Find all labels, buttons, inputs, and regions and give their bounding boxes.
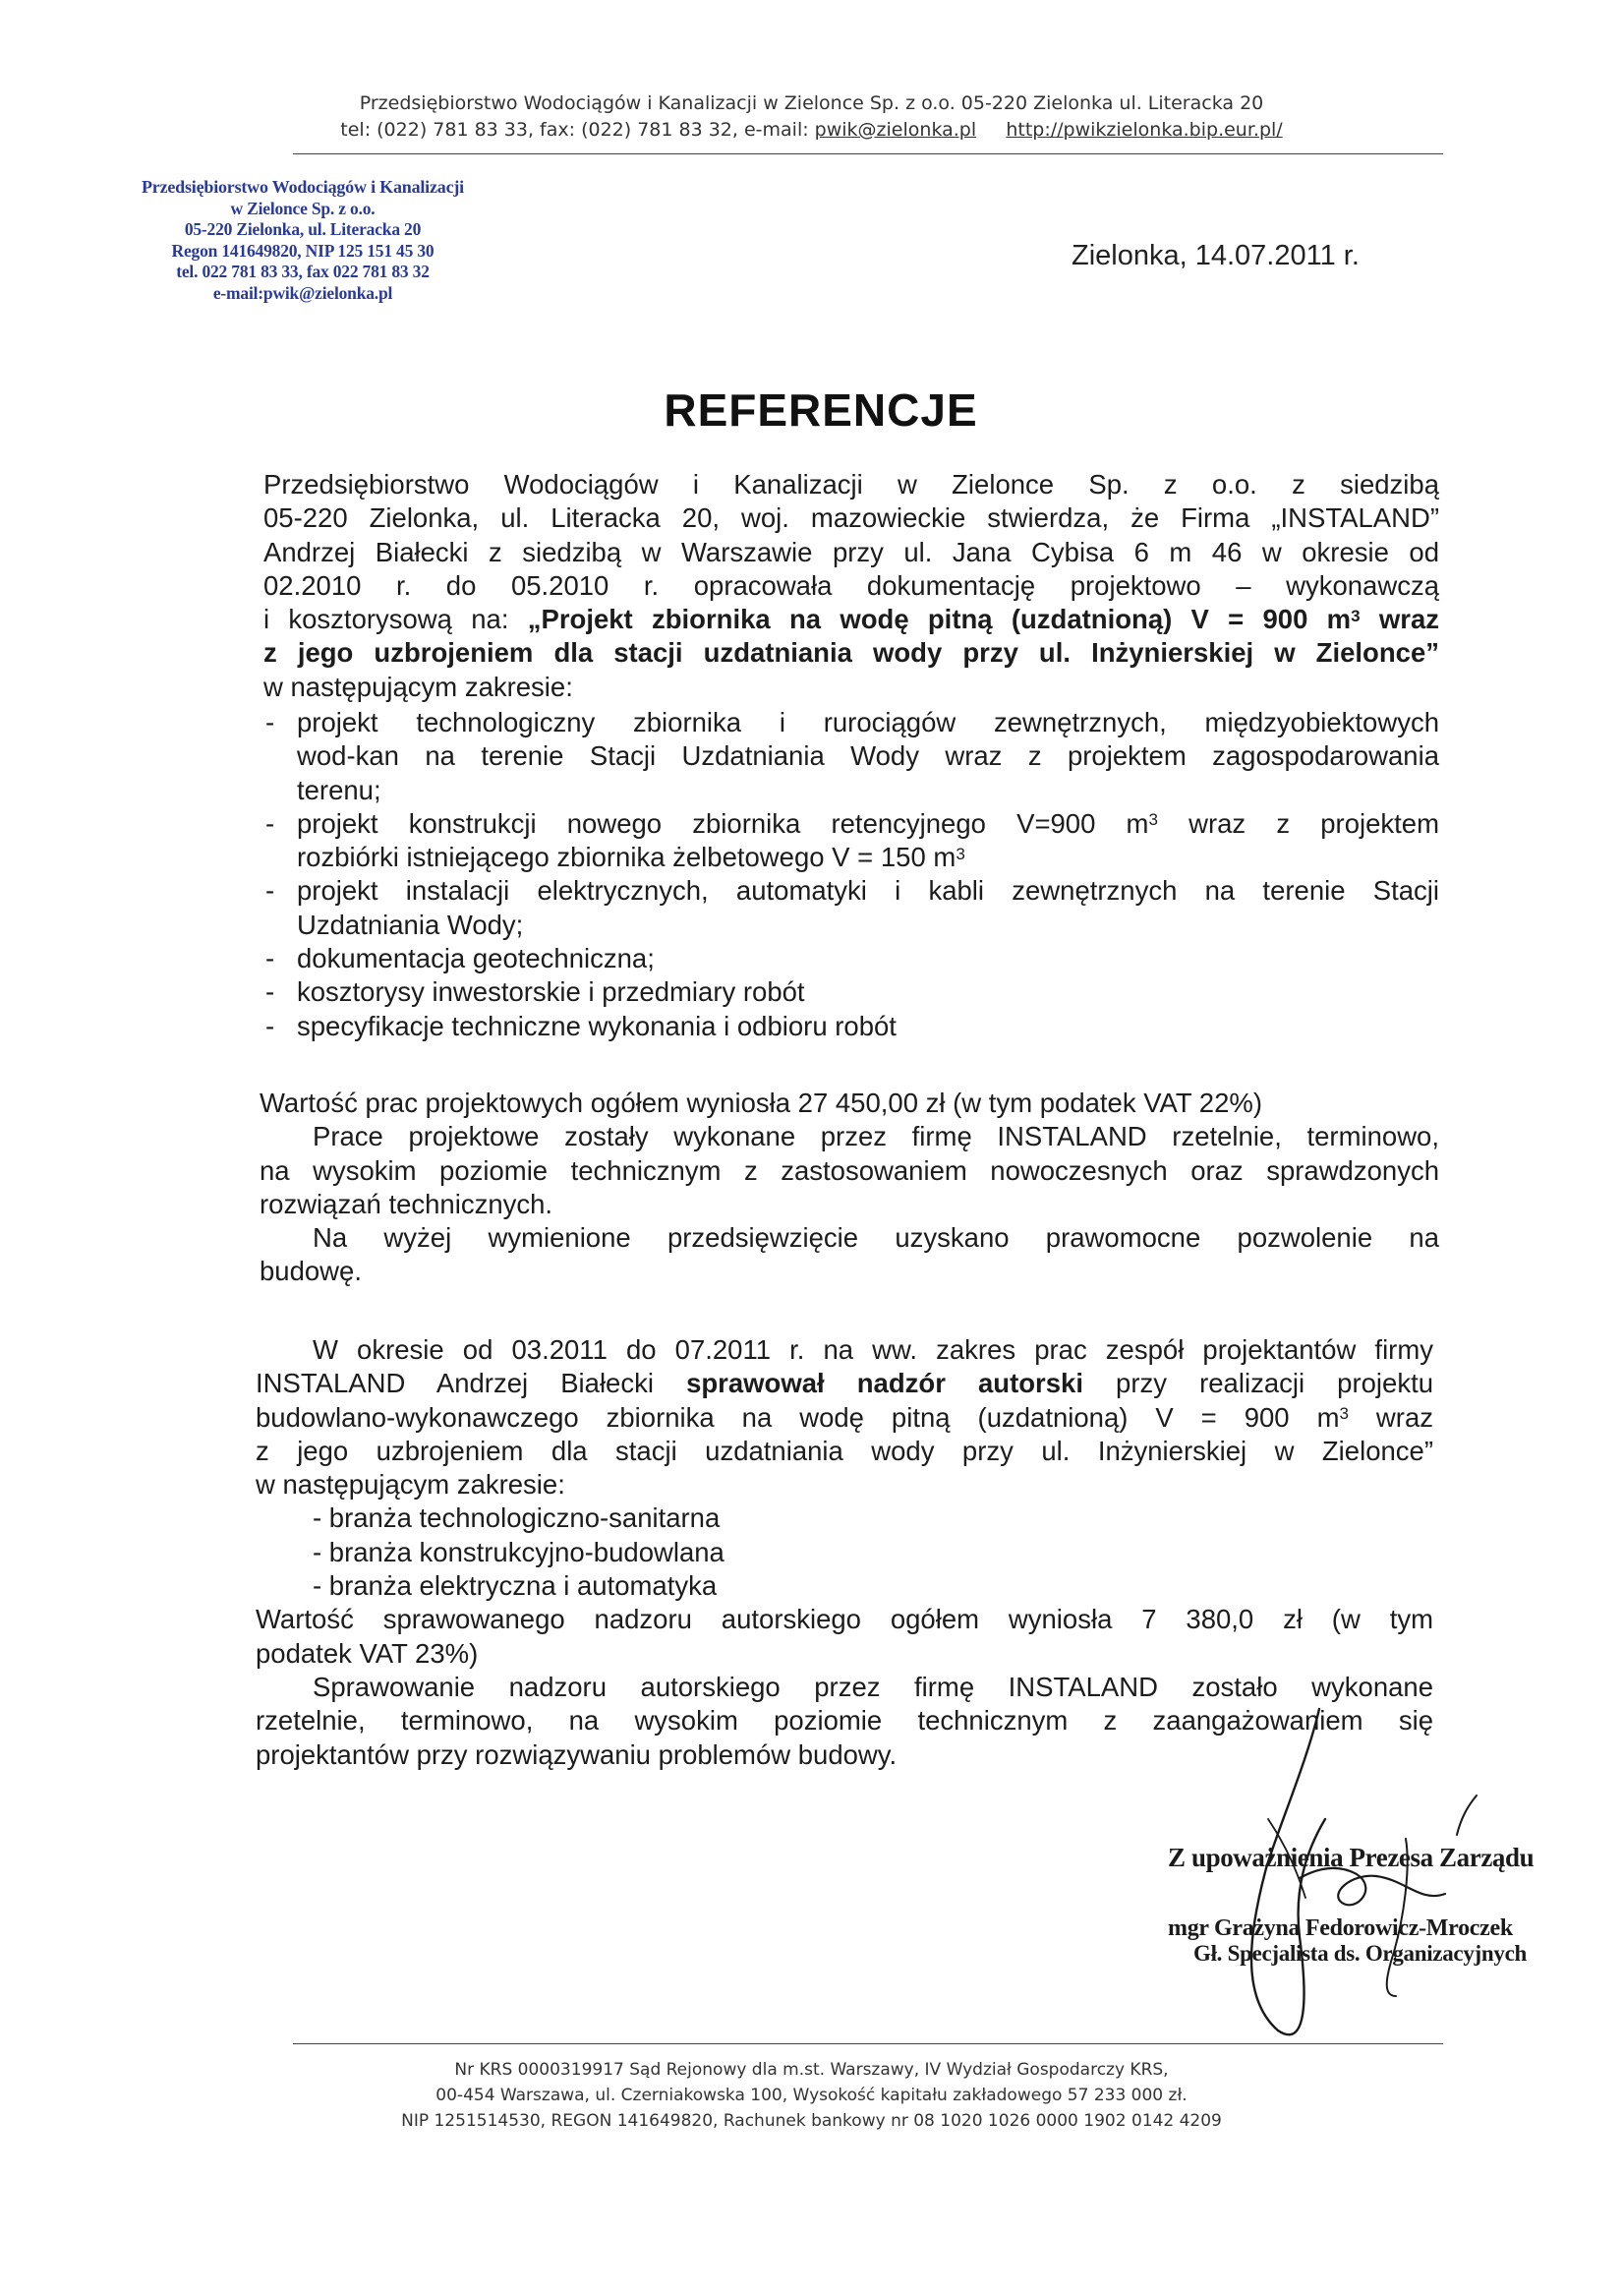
superscript: 3 [1351,606,1361,625]
footer-divider [293,2043,1443,2044]
intro-text: i kosztorysową na: [263,604,528,635]
signature-authorization: Z upoważnienia Prezesa Zarządu [1168,1843,1535,1872]
scope-item-line: - specyfikacje techniczne wykonania i odbioru robót [297,1010,897,1041]
supervision-line: Wartość sprawowanego nadzoru autorskiego ogółem wyniosła 7 380,0 zł (w tym [256,1604,1433,1635]
supervision-line: Sprawowanie nadzoru autorskiego przez firmę INSTALAND zostało wykonane [313,1671,1433,1702]
city-date: Zielonka, 14.07.2011 r. [1072,240,1360,271]
stamp-line: e-mail:pwik@zielonka.pl [212,282,393,303]
scope-item [260,706,1439,807]
letterhead-contact-line [0,117,1623,144]
stamp-line: tel. 022 781 83 33, fax 022 781 83 32 [176,262,430,281]
scope-item-line: - projekt technologiczny zbiornika i rurociągów zewnętrznych, międzyobiektowych [297,707,1439,737]
stamp-line: Przedsiębiorstwo Wodociągów i Kanalizacji [142,177,464,197]
value-line: rozwiązań technicznych. [260,1188,553,1219]
letterhead-company-line: Przedsiębiorstwo Wodociągów i Kanalizacji w Zielonce Sp. z o.o. 05-220 Zielonka ul. Literacka 20 [359,92,1264,114]
supervision-line: z jego uzbrojeniem dla stacji uzdatniania wody przy ul. Inżynierskiej w Zielonce” [256,1435,1433,1466]
superscript: 3 [1148,810,1158,830]
scope-item-line [297,807,1439,841]
scope-item [260,942,1439,975]
scope-item [260,807,1439,875]
intro-line: Przedsiębiorstwo Wodociągów i Kanalizacji w Zielonce Sp. z o.o. z siedzibą [263,469,1439,500]
supervision-line: rzetelnie, terminowo, na wysokim poziomie technicznym z zaangażowaniem się [256,1705,1433,1737]
value-paragraph [260,1087,1439,1289]
value-line: Prace projektowe zostały wykonane przez firmę INSTALAND rzetelnie, terminowo, [313,1121,1439,1152]
scope-item-line [297,841,1439,874]
stamp-line: w Zielonce Sp. z o.o. [230,198,376,218]
stamp-line: Regon 141649820, NIP 125 151 45 30 [171,240,435,261]
intro-line: w następującym zakresie: [263,671,573,702]
footer-line: Nr KRS 0000319917 Sąd Rejonowy dla m.st. Warszawy, IV Wydział Gospodarczy KRS, [454,2060,1169,2080]
scope-item-line: wod-kan na terenie Stacji Uzdatniania Wody wraz z projektem zagospodarowania [297,740,1439,772]
intro-line: 02.2010 r. do 05.2010 r. opracowała dokumentację projektowo – wykonawczą [263,569,1439,601]
signature-position: Gł. Specjalista ds. Organizacyjnych [1193,1941,1527,1966]
scope-item-line: - projekt instalacji elektrycznych, automatyki i kabli zewnętrznych na terenie Stacji [297,875,1439,907]
scope-item-text: projekt konstrukcji nowego zbiornika retencyjnego V=900 m [297,807,1149,839]
scope-item-line: Uzdatniania Wody; [297,909,524,940]
handwritten-signature [1209,1701,1563,2055]
scope-item-line: - dokumentacja geotechniczna; [297,943,655,974]
supervision-line: w następującym zakresie: [256,1469,565,1501]
footer-line: NIP 1251514530, REGON 141649820, Rachunek bankowy nr 08 1020 1026 0000 1902 0142 4209 [401,2111,1222,2131]
letterhead-phone-fax: tel: (022) 781 83 33, fax: (022) 781 83 32, e-mail: [340,119,815,141]
scope-item-text: wraz z projektem [1157,807,1439,839]
supervision-item: - branża konstrukcyjno-budowlana [313,1536,725,1567]
superscript: 3 [956,844,965,863]
project-name-text: wraz [1360,604,1439,635]
scope-item-text: rozbiórki istniejącego zbiornika żelbetowego V = 150 m [297,842,956,873]
scope-item [260,1010,1439,1043]
intro-paragraph [263,468,1439,704]
supervision-line: projektantów przy rozwiązywaniu problemów budowy. [256,1738,898,1770]
stamp-line: 05-220 Zielonka, ul. Literacka 20 [184,219,422,239]
supervision-emphasis: sprawował nadzór autorski [686,1368,1083,1399]
supervision-text: przy realizacji projektu [1082,1368,1434,1399]
signature-name: mgr Grażyna Fedorowicz-Mroczek [1168,1915,1513,1941]
supervision-line: podatek VAT 23%) [256,1637,479,1669]
header-divider [293,153,1443,154]
scope-item-line: - kosztorysy inwestorskie i przedmiary robót [297,976,805,1008]
value-line: budowę. [260,1256,362,1287]
scope-item [260,975,1439,1009]
value-line: na wysokim poziomie technicznym z zastosowaniem nowoczesnych oraz sprawdzonych [260,1154,1439,1186]
superscript: 3 [1339,1403,1349,1423]
letterhead [0,90,1623,144]
supervision-item: - branża technologiczno-sanitarna [313,1502,721,1534]
footer-line: 00-454 Warszawa, ul. Czerniakowska 100, Wysokość kapitału zakładowego 57 233 000 zł. [435,2086,1188,2105]
supervision-line [256,1401,1433,1435]
company-stamp [116,177,490,304]
project-name [528,604,1439,634]
intro-line: 05-220 Zielonka, ul. Literacka 20, woj. mazowieckie stwierdza, że Firma „INSTALAND” [263,502,1439,534]
supervision-text: INSTALAND Andrzej Białecki [256,1368,687,1399]
scope-item-line: terenu; [297,774,381,805]
letterhead-website-link[interactable]: http://pwikzielonka.bip.eur.pl/ [1006,119,1283,141]
project-name-line: z jego uzbrojeniem dla stacji uzdatniania wody przy ul. Inżynierskiej w Zielonce” [263,637,1439,669]
supervision-text: budowlano-wykonawczego zbiornika na wodę pitną (uzdatnioną) V = 900 m [256,1401,1340,1433]
value-line: Na wyżej wymienione przedsięwzięcie uzyskano prawomocne pozwolenie na [313,1222,1439,1254]
supervision-line: W okresie od 03.2011 do 07.2011 r. na ww. zakres prac zespół projektantów firmy [313,1334,1433,1365]
intro-line-project [263,603,1439,636]
project-name-text: „Projekt zbiornika na wodę pitną (uzdatnioną) V = 900 m [527,604,1352,635]
supervision-item: - branża elektryczna i automatyka [313,1570,718,1602]
document-title: REFERENCJE [664,384,978,436]
scope-item [260,874,1439,942]
letterhead-email-link[interactable]: pwik@zielonka.pl [814,119,977,141]
value-line: Wartość prac projektowych ogółem wyniosła 27 450,00 zł (w tym podatek VAT 22%) [260,1088,1262,1118]
scope-list [260,706,1439,1043]
supervision-line [256,1367,1433,1400]
supervision-text: wraz [1348,1401,1433,1433]
footer [0,2057,1623,2134]
intro-line: Andrzej Białecki z siedzibą w Warszawie przy ul. Jana Cybisa 6 m 46 w okresie od [263,536,1439,567]
